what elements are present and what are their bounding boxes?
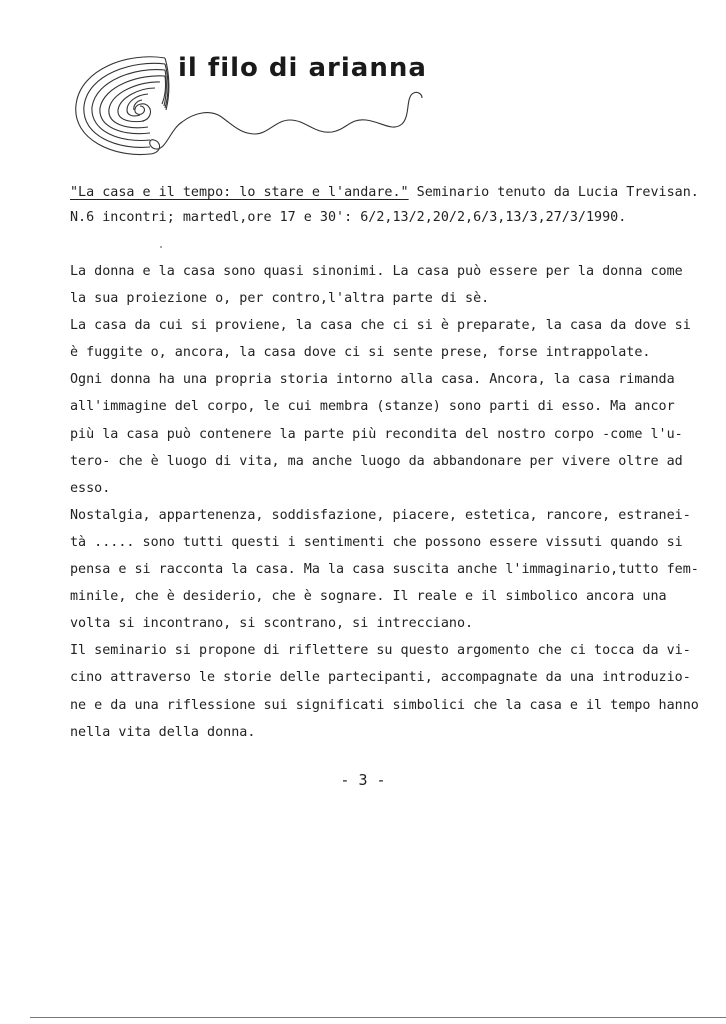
body-line: pensa e si racconta la casa. Ma la casa suscita anche l'immaginario,tutto fem- bbox=[70, 562, 699, 578]
body-line: è fuggite o, ancora, la casa dove ci si sente prese, forse intrappolate. bbox=[70, 345, 651, 361]
seminar-presenter: Seminario tenuto da Lucia Trevisan. bbox=[408, 185, 699, 200]
page-number: - 3 - bbox=[340, 771, 386, 789]
body-line: all'immagine del corpo, le cui membra (stanze) sono parti di esso. Ma ancor bbox=[70, 399, 675, 415]
body-line: Il seminario si propone di riflettere su questo argomento che ci tocca da vi- bbox=[70, 643, 691, 659]
logo-title: il filo di arianna bbox=[178, 53, 427, 83]
body-line: Ogni donna ha una propria storia intorno alla casa. Ancora, la casa rimanda bbox=[70, 372, 675, 388]
body-line: La casa da cui si proviene, la casa che ci si è preparate, la casa da dove si bbox=[70, 318, 691, 334]
body-line: tà ..... sono tutti questi i sentimenti che possono essere vissuti quando si bbox=[70, 534, 683, 550]
body-line: ne e da una riflessione sui significati simbolici che la casa e il tempo hanno bbox=[70, 697, 699, 713]
body-line: cino attraverso le storie delle partecipanti, accompagnate da una introduzio- bbox=[70, 670, 691, 686]
body-line: La donna e la casa sono quasi sinonimi. La casa può essere per la donna come bbox=[70, 264, 683, 279]
body-line: più la casa può contenere la parte più recondita del nostro corpo -come l'u- bbox=[70, 426, 683, 442]
body-line: nella vita della donna. bbox=[70, 724, 256, 740]
body-paragraphs bbox=[70, 258, 699, 746]
seminar-heading bbox=[70, 180, 699, 230]
body-line: minile, che è desiderio, che è sognare. Il reale e il simbolico ancora una bbox=[70, 589, 667, 605]
body-line: tero- che è luogo di vita, ma anche luogo da abbandonare per vivere oltre ad bbox=[70, 453, 683, 469]
body-line: volta si incontrano, si scontrano, si intrecciano. bbox=[70, 616, 474, 632]
body-line: Nostalgia, appartenenza, soddisfazione, piacere, estetica, rancore, estranei- bbox=[70, 507, 691, 523]
body-line: esso. bbox=[70, 480, 111, 496]
seminar-title: "La casa e il tempo: lo stare e l'andare." bbox=[70, 185, 409, 200]
speck bbox=[160, 246, 162, 248]
body-line: la sua proiezione o, per contro,l'altra parte di sè. bbox=[70, 291, 490, 307]
seminar-schedule: N.6 incontri; martedl,ore 17 e 30': 6/2,13/2,20/2,6/3,13/3,27/3/1990. bbox=[70, 210, 627, 225]
seminar-title-line bbox=[70, 180, 699, 205]
bottom-edge-line bbox=[30, 1017, 726, 1018]
